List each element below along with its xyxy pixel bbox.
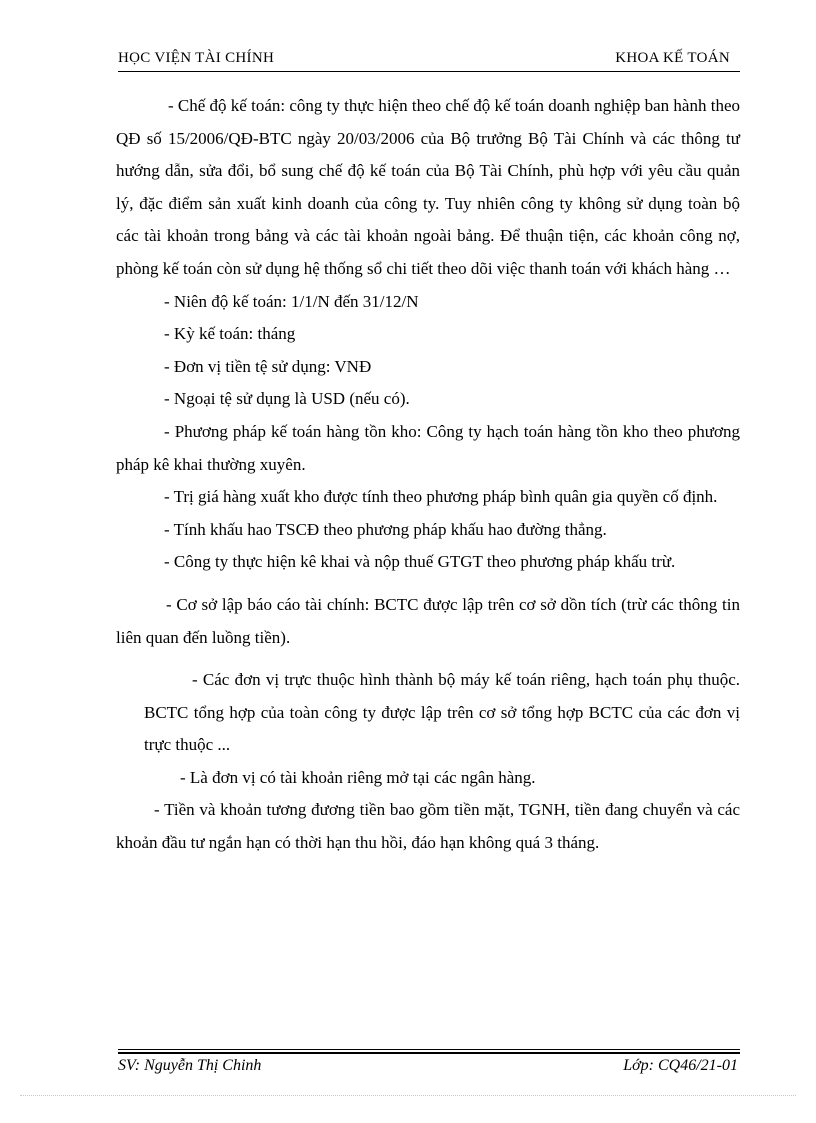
paragraph-depreciation: - Tính khấu hao TSCĐ theo phương pháp khấu hao đường thẳng. xyxy=(164,519,607,539)
header-institution: HỌC VIỆN TÀI CHÍNH xyxy=(118,50,275,66)
header-department: KHOA KẾ TOÁN xyxy=(615,50,730,66)
paragraph-currency: - Đơn vị tiền tệ sử dụng: VNĐ xyxy=(164,356,372,376)
footer-student: SV: Nguyễn Thị Chinh xyxy=(118,1057,262,1074)
page-header xyxy=(118,48,740,72)
footer-rule-thin xyxy=(118,1049,740,1050)
paragraph-cash-equivalents: - Tiền và khoản tương đương tiền bao gồm tiền mặt, TGNH, tiền đang chuyển và các khoản đầu tư ngắn hạn có thời hạn thu hồi, đáo hạn không quá 3 tháng. xyxy=(116,800,740,853)
paragraph-foreign-currency: - Ngoại tệ sử dụng là USD (nếu có). xyxy=(164,389,410,409)
paragraph-inventory-valuation: - Trị giá hàng xuất kho được tính theo phương pháp bình quân gia quyền cố định. xyxy=(164,487,718,507)
document-body xyxy=(116,90,740,860)
paragraph-vat: - Công ty thực hiện kê khai và nộp thuế GTGT theo phương pháp khấu trừ. xyxy=(164,552,676,572)
page-bottom-dotted-line xyxy=(20,1095,796,1096)
paragraph-accounting-period: - Kỳ kế toán: tháng xyxy=(164,324,296,344)
paragraph-accounting-regime: - Chế độ kế toán: công ty thực hiện theo chế độ kế toán doanh nghiệp ban hành theo QĐ số 15/2006/QĐ-BTC ngày 20/03/2006 của Bộ trưởng Bộ Tài Chính và các thông tư hướng dẫn, sửa đổi, bổ sung chế độ kế toán của Bộ Tài Chính, phù hợp với yêu cầu quản lý, đặc điểm sản xuất kinh doanh của công ty. Tuy nhiên công ty không sử dụng toàn bộ các tài khoản trong bảng và các tài khoản ngoài bảng. Để thuận tiện, các khoản công nợ, phòng kế toán còn sử dụng hệ thống sổ chi tiết theo dõi việc thanh toán với khách hàng … xyxy=(116,96,740,278)
footer-class: Lớp: CQ46/21-01 xyxy=(623,1057,738,1074)
paragraph-fiscal-year: - Niên độ kế toán: 1/1/N đến 31/12/N xyxy=(164,291,419,311)
paragraph-reporting-basis: - Cơ sở lập báo cáo tài chính: BCTC được lập trên cơ sở dồn tích (trừ các thông tin liên quan đến luồng tiền). xyxy=(116,594,740,647)
paragraph-subsidiaries: - Các đơn vị trực thuộc hình thành bộ máy kế toán riêng, hạch toán phụ thuộc. BCTC tổng hợp của toàn công ty được lập trên cơ sở tổng hợp BCTC của các đơn vị trực thuộc ... xyxy=(144,670,740,755)
paragraph-inventory-method: - Phương pháp kế toán hàng tồn kho: Công ty hạch toán hàng tồn kho theo phương pháp kê khai thường xuyên. xyxy=(116,421,740,474)
header-rule xyxy=(118,71,740,72)
paragraph-bank-accounts: - Là đơn vị có tài khoản riêng mở tại các ngân hàng. xyxy=(180,767,536,787)
footer-rule-thick xyxy=(118,1052,740,1054)
page-footer xyxy=(118,1049,740,1079)
